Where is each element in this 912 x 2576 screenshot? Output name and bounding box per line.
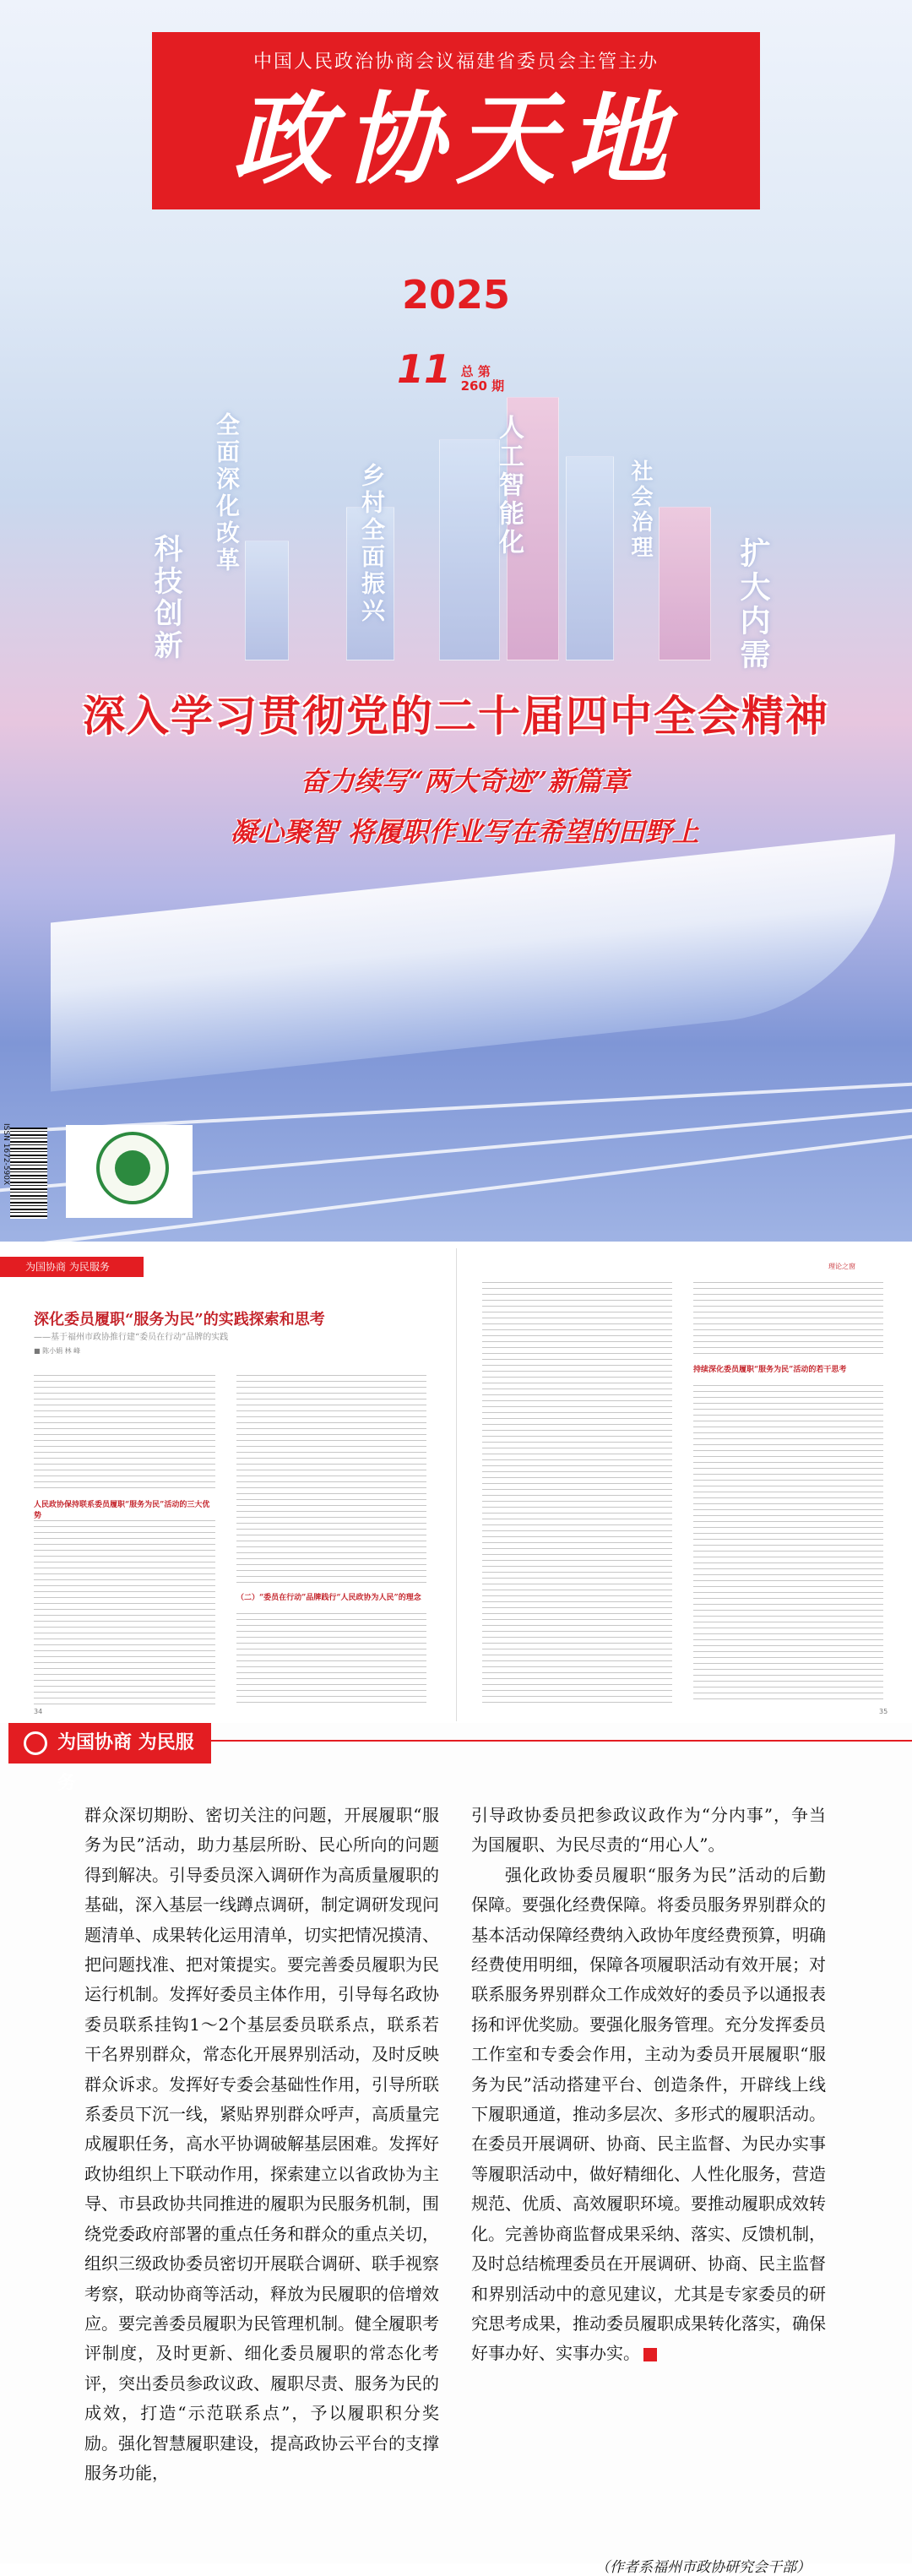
article-subhead: 持续深化委员履职“服务为民”活动的若干思考 <box>693 1366 847 1374</box>
magazine-cover <box>0 0 912 1242</box>
cover-keyword: 乡村全面振兴 <box>358 463 386 625</box>
left-page <box>0 1248 457 1721</box>
cover-subhead: 奋力续写“两大奇迹”新篇章 <box>300 765 629 797</box>
masthead <box>152 32 760 209</box>
article-authors: ■ 陈小娟 林 峰 <box>34 1347 81 1355</box>
article-column-left <box>84 1801 439 2488</box>
author-note: （作者系福州市政协研究会干部） <box>595 2559 811 2576</box>
cover-keyword: 社会治理 <box>627 459 653 561</box>
section-tag <box>8 1723 211 1794</box>
section-icon <box>24 1731 47 1755</box>
page-number: 34 <box>34 1708 43 1715</box>
sponsor-line: 中国人民政治协商会议福建省委员会主管主办 <box>252 52 659 73</box>
article-title: 深化委员履职“服务为民”的实践探索和思考 <box>34 1311 325 1329</box>
cover-keyword: 扩大内需 <box>736 537 770 672</box>
cover-keyword: 科技创新 <box>149 534 182 662</box>
magazine-spread <box>0 1248 912 1721</box>
logo-emblem-center <box>115 1150 150 1186</box>
issue-total: 260 期 <box>460 378 505 394</box>
issue-year: 2025 <box>401 272 511 318</box>
cover-headline: 深入学习贯彻党的二十届四中全会精神 <box>83 692 829 741</box>
section-tag: 理论之窗 <box>828 1263 855 1270</box>
article-subhead: （二）“委员在行动”品牌践行“人民政协为人民”的理念 <box>236 1594 421 1602</box>
page-number: 35 <box>879 1708 888 1715</box>
right-page <box>457 1248 912 1721</box>
text-column <box>482 1282 672 1704</box>
article-subtitle: ——基于福州市政协推行建“委员在行动”品牌的实践 <box>34 1333 229 1342</box>
building-illustration <box>566 456 614 660</box>
text-column <box>236 1613 426 1706</box>
cover-subhead: 凝心聚智 将履职作业写在希望的田野上 <box>230 816 699 848</box>
issue-number-block <box>397 346 532 394</box>
logo-emblem <box>96 1132 169 1204</box>
text-column <box>34 1375 215 1493</box>
issue-number: 11 <box>397 346 452 392</box>
article-column-right <box>471 1801 826 2369</box>
section-tag: 为国协商 为民服务 <box>0 1257 144 1277</box>
article-detail <box>0 1723 912 2576</box>
paragraph-text: 强化政协委员履职“服务为民”活动的后勤保障。要强化经费保障。将委员服务界别群众的基本活动保障经费纳入政协年度经费预算，明确经费使用明细，保障各项履职活动有效开展；对联系服务界别群众工作成效好的委员予以通报表扬和评优奖励。要强化服务管理。充分发挥委员工作室和专委会作用，主动为委员开展履职“服务为民”活动搭建平台、创造条件，开辟线上线下履职通道，推动多层次、多形式的履职活动。在委员开展调研、协商、民主监督、为民办实事等履职活动中，做好精细化、人性化服务，营造规范、优质、高效履职环境。要推动履职成效转化。完善协商监督成果采纳、落实、反馈机制，及时总结梳理委员在开展调研、协商、民主监督和界别活动中的意见建议，尤其是专家委员的研究思考成果，推动委员履职成果转化落实，确保好事办好、实事办实。 <box>471 1864 826 2364</box>
barcode <box>10 1128 47 1219</box>
paragraph: 引导政协委员把参政议政作为“分内事”，争当为国履职、为民尽责的“用心人”。 <box>471 1805 826 1856</box>
magazine-title: 政协天地 <box>232 80 679 198</box>
text-column <box>693 1282 883 1358</box>
building-illustration <box>245 541 289 660</box>
issue-total-label: 总 第 <box>460 363 491 379</box>
building-illustration <box>659 507 711 660</box>
text-column <box>236 1375 426 1586</box>
cover-keyword: 全面深化改革 <box>213 412 241 574</box>
text-column <box>34 1520 215 1706</box>
paragraph: 群众深切期盼、密切关注的问题，开展履职“服务为民”活动，助力基层所盼、民心所向的问题得到解决。引导委员深入调研作为高质量履职的基础，深入基层一线蹲点调研，制定调研发现问题清单、成果转化运用清单，切实把情况摸清、把问题找准、把对策提实。要完善委员履职为民运行机制。发挥好委员主体作用，引导每名政协委员联系挂钩1～2个基层委员联系点，联系若干名界别群众，常态化开展界别活动，及时反映群众诉求。发挥好专委会基础性作用，引导所联系委员下沉一线，紧贴界别群众呼声，高质量完成履职任务，高水平协调破解基层困难。发挥好政协组织上下联动作用，探索建立以省政协为主导、市县政协共同推进的履职为民服务机制，围绕党委政府部署的重点任务和群众的重点关切，组织三级政协委员密切开展联合调研、联手视察考察，联动协商等活动，释放为民履职的倍增效应。要完善委员履职为民管理机制。健全履职考评制度，及时更新、细化委员履职的常态化考评，突出委员参政议政、履职尽责、服务为民的成效，打造“示范联系点”，予以履职积分奖励。强化智慧履职建设，提高政协云平台的支撑服务功能， <box>84 1805 439 2483</box>
bullet-train-illustration <box>51 834 895 1091</box>
text-column <box>693 1385 883 1704</box>
article-subhead: 人民政协保持联系委员履职“服务为民”活动的三大优势 <box>34 1501 210 1520</box>
section-tag-label: 为国协商 为民服务 <box>57 1732 194 1794</box>
paragraph <box>471 1861 826 2369</box>
cover-keyword: 人工智能化 <box>494 414 524 557</box>
section-divider <box>211 1740 912 1742</box>
cppcc-logo <box>66 1125 193 1218</box>
end-mark-icon <box>643 2348 657 2361</box>
issn-label: ISSN 1672-590X <box>2 1123 10 1186</box>
